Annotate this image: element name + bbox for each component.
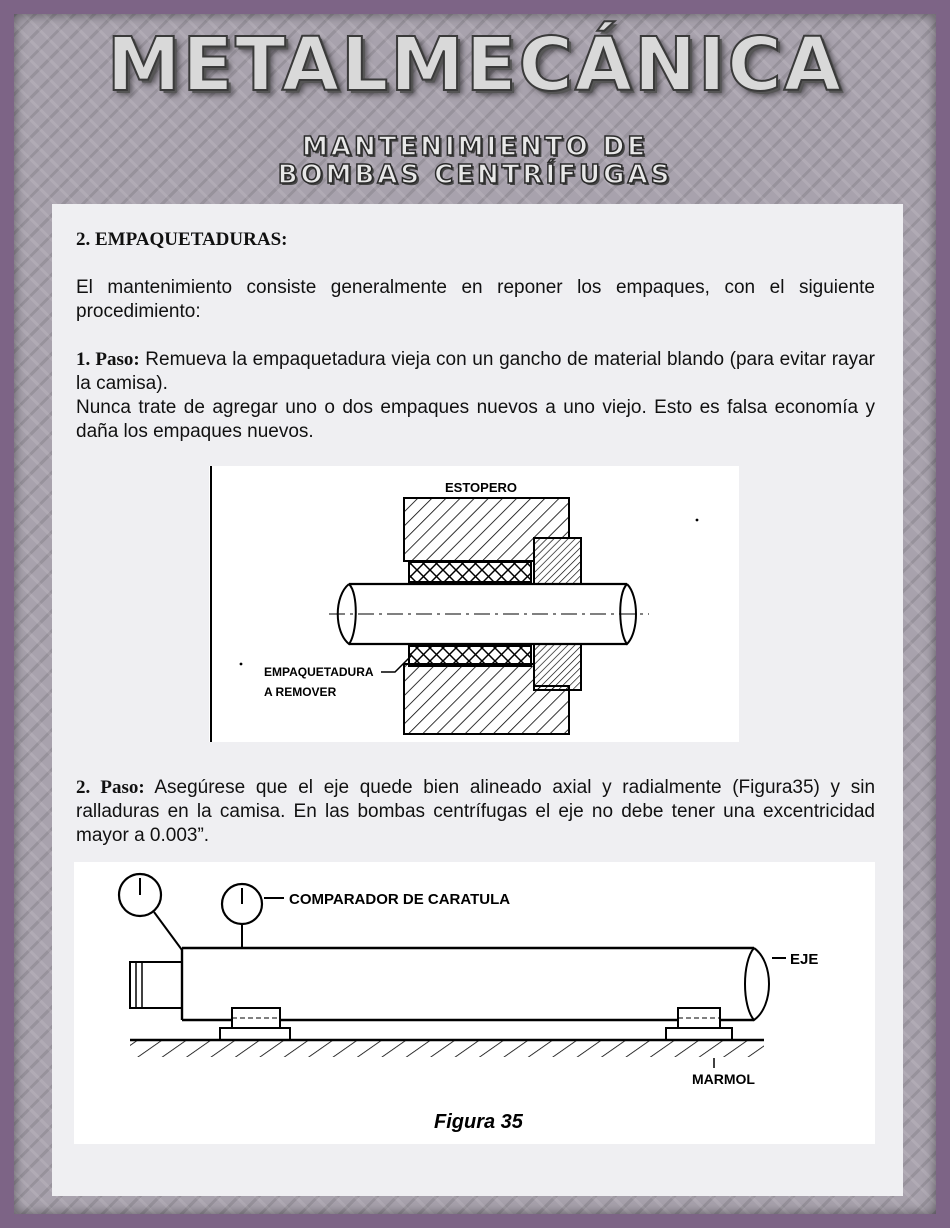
marble-hatching [130,1041,764,1057]
step1-note: Nunca trate de agregar uno o dos empaques nuevos a uno viejo. Esto es falsa economía y daña los empaques nuevos. [76,397,875,442]
header-title: METALMECÁNICA [106,22,844,108]
step2-text: Asegúrese que el eje quede bien alineado axial y radialmente (Figura35) y sin ralladuras en la camisa. En las bombas centrífugas el eje no debe tener una excentricidad mayor a 0.003”. [76,777,876,846]
step1-label: 1. Paso: [76,349,140,370]
packing-figure [209,466,739,742]
content-text [76,228,875,444]
label-marmol: MARMOL [692,1071,755,1087]
label-eje: EJE [790,951,819,968]
label-empaquetadura: EMPAQUETADURA [264,665,374,679]
packing-rings-upper [409,562,531,582]
step2-paragraph [76,776,875,848]
shaft-threaded-end [130,962,182,1008]
packing-rings-lower [409,646,531,666]
label-comparador: COMPARADOR DE CARATULA [289,891,511,908]
packing-diagram [209,466,739,742]
alignment-figure [74,862,875,1144]
step1-text: Remueva la empaquetadura vieja con un gancho de material blando (para evitar rayar la camisa). [76,349,875,394]
shaft-end-cut [745,948,769,1020]
header-subtitle-line1: MANTENIMIENTO DE [302,132,648,162]
alignment-diagram [74,862,875,1144]
content-panel [52,204,903,1196]
gland-lower [534,644,581,690]
section-heading: 2. EMPAQUETADURAS: [76,229,288,250]
label-a-remover: A REMOVER [264,685,337,699]
step2-text-block [76,776,875,848]
step1-paragraph [76,348,875,396]
header-subtitle-line2: BOMBAS CENTRÍFUGAS [277,160,673,190]
label-estopero: ESTOPERO [445,480,518,495]
intro-paragraph: El mantenimiento consiste generalmente en reponer los empaques, con el siguiente procedimiento: [76,277,875,322]
figure-caption: Figura 35 [434,1111,523,1133]
gland-upper [534,538,581,584]
step2-label: 2. Paso: [76,777,145,798]
